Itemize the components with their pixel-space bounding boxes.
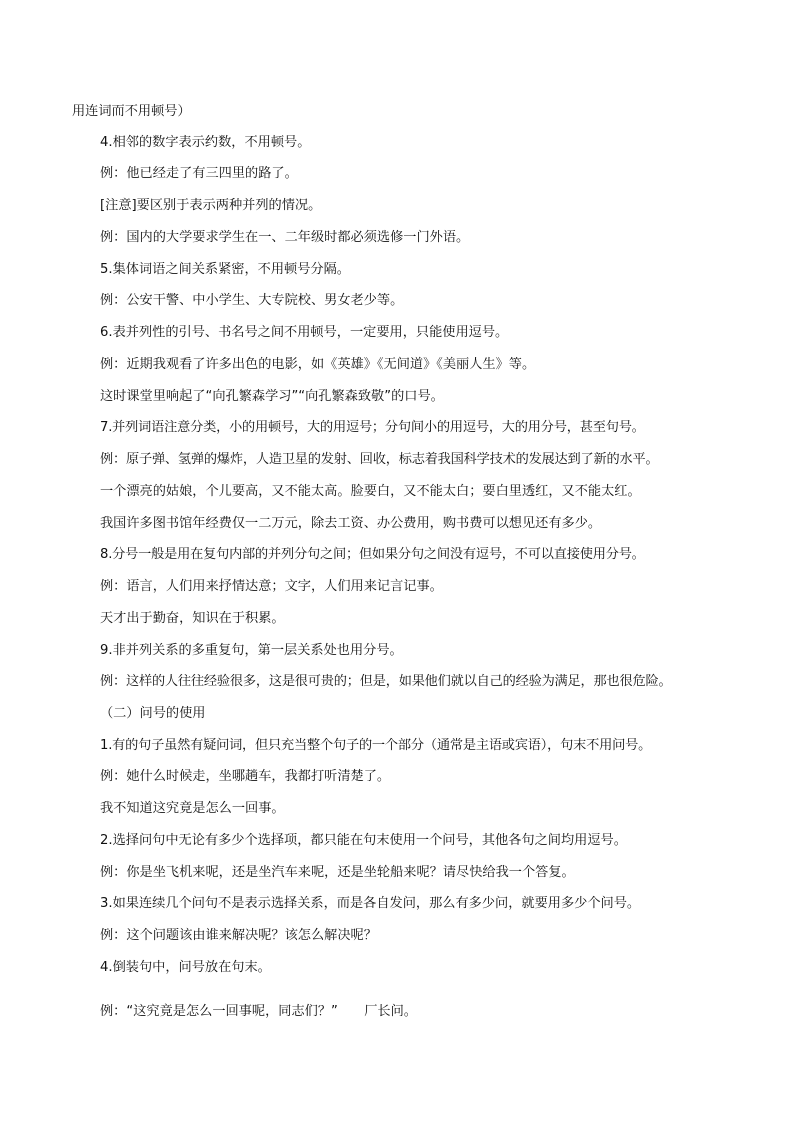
text-line: 天才出于勤奋，知识在于积累。 <box>100 611 285 626</box>
text-line: 2.选择问句中无论有多少个选择项，都只能在句末使用一个问号，其他各句之间均用逗号。 <box>100 833 627 848</box>
text-line: 我国许多图书馆年经费仅一二万元，除去工资、办公费用，购书费可以想见还有多少。 <box>100 516 602 531</box>
text-line: 例：你是坐飞机来呢，还是坐汽车来呢，还是坐轮船来呢？请尽快给我一个答复。 <box>100 865 575 880</box>
text-line: 例：公安干警、中小学生、大专院校、男女老少等。 <box>100 293 404 308</box>
text-line: 这时课堂里响起了“向孔繁森学习”“向孔繁森致敬”的口号。 <box>100 389 444 404</box>
text-line: 8.分号一般是用在复句内部的并列分句之间；但如果分句之间没有逗号，不可以直接使用分号。 <box>100 547 645 562</box>
text-line: 例：他已经走了有三四里的路了。 <box>100 166 298 181</box>
text-line: 5.集体词语之间关系紧密，不用顿号分隔。 <box>100 262 350 277</box>
text-line: 例：她什么时候走，坐哪趟车，我都打听清楚了。 <box>100 769 391 784</box>
text-line: 例：语言，人们用来抒情达意；文字，人们用来记言记事。 <box>100 579 443 594</box>
text-line: 一个漂亮的姑娘，个儿要高，又不能太高。脸要白，又不能太白；要白里透红，又不能太红。 <box>100 484 641 499</box>
text-line: 4.相邻的数字表示约数，不用顿号。 <box>100 135 311 150</box>
text-line: 9.非并列关系的多重复句，第一层关系处也用分号。 <box>100 643 403 658</box>
text-line: [注意]要区别于表示两种并列的情况。 <box>100 198 322 213</box>
text-line: 4.倒装句中，问号放在句末。 <box>100 960 271 975</box>
text-line: 1.有的句子虽然有疑问词，但只充当整个句子的一个部分（通常是主语或宾语），句末不用问号。 <box>100 738 652 753</box>
text-line: 用连词而不用顿号） <box>72 104 191 119</box>
text-line: 6.表并列性的引号、书名号之间不用顿号，一定要用，只能使用逗号。 <box>100 325 509 340</box>
text-line: 例：“这究竟是怎么一回事呢，同志们？” 厂长问。 <box>100 1004 417 1019</box>
text-line: 7.并列词语注意分类，小的用顿号，大的用逗号；分句间小的用逗号，大的用分号，甚至句号。 <box>100 420 645 435</box>
text-line: 3.如果连续几个问句不是表示选择关系，而是各自发问，那么有多少问，就要用多少个问号。 <box>100 896 641 911</box>
text-line: 例：国内的大学要求学生在一、二年级时都必须选修一门外语。 <box>100 230 470 245</box>
text-line: 例：这样的人往往经验很多，这是很可贵的；但是，如果他们就以自己的经验为满足，那也很危险。 <box>100 674 672 689</box>
text-line: 例：原子弹、氢弹的爆炸，人造卫星的发射、回收，标志着我国科学技术的发展达到了新的水平。 <box>100 452 659 467</box>
section-heading: （二）问号的使用 <box>100 706 206 721</box>
text-line: 例：近期我观看了许多出色的电影，如《英雄》《无间道》《美丽人生》等。 <box>100 357 536 372</box>
text-line: 例：这个问题该由谁来解决呢？该怎么解决呢？ <box>100 928 377 943</box>
text-line: 我不知道这究竟是怎么一回事。 <box>100 801 285 816</box>
